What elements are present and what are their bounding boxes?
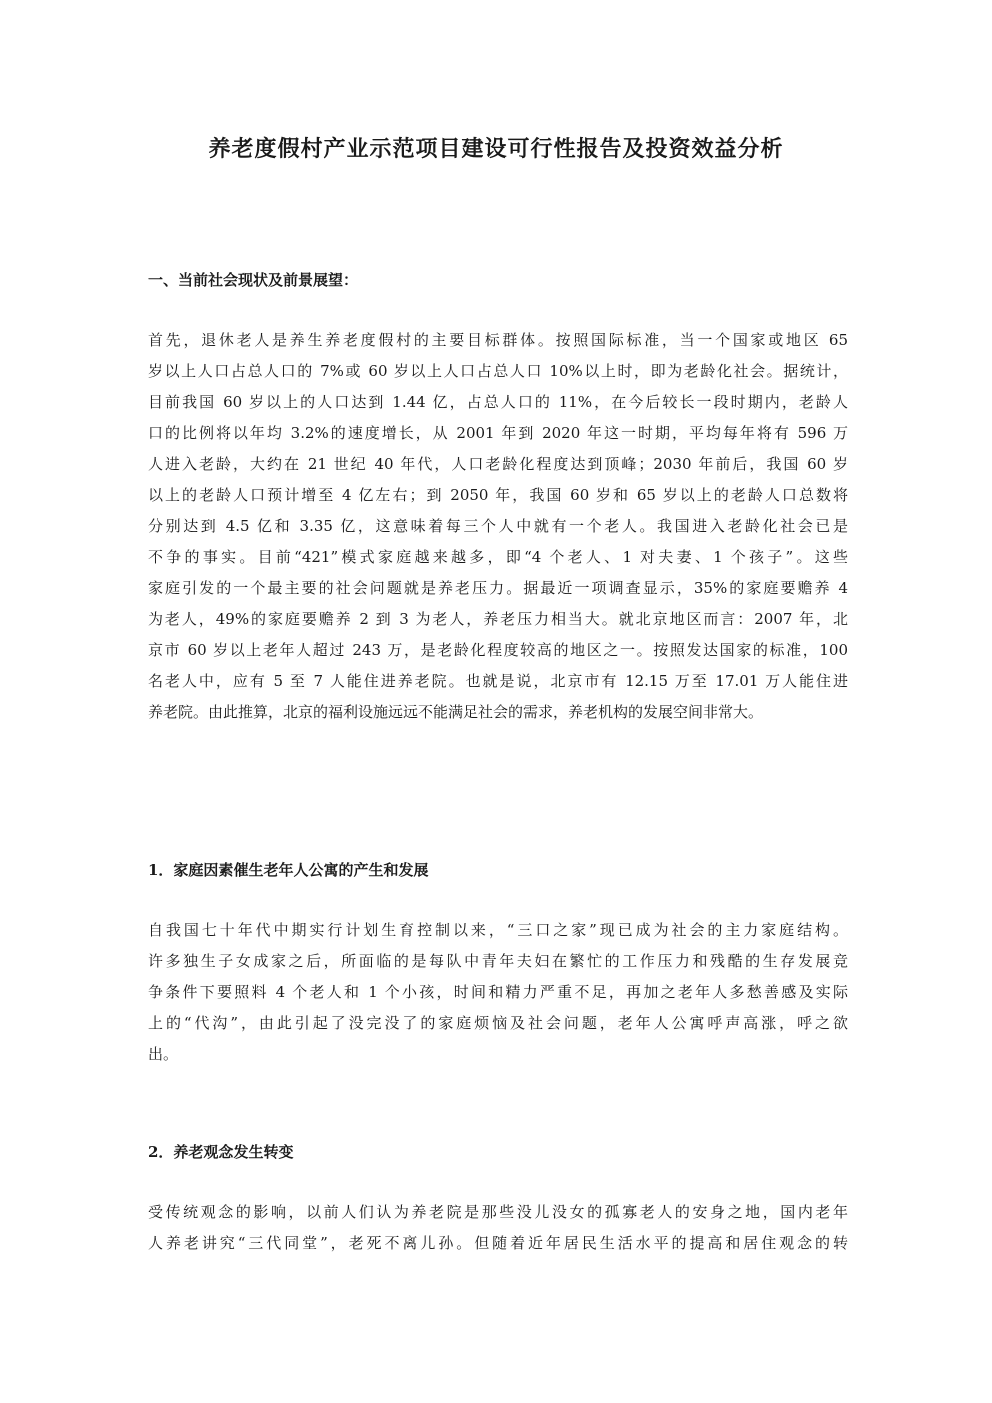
sub1-paragraph	[148, 915, 848, 1070]
text-line: 分别达到 4.5 亿和 3.35 亿，这意味着每三个人中就有一个老人。我国进入老龄化社会已是	[148, 517, 848, 535]
text-line: 目前我国 60 岁以上的人口达到 1.44 亿，占总人口的 11%，在今后较长一段时期内，老龄人	[148, 393, 848, 411]
text-line: 养老院。由此推算，北京的福利设施远远不能满足社会的需求，养老机构的发展空间非常大。	[148, 703, 764, 721]
text-line: 为老人，49%的家庭要赡养 2 到 3 为老人，养老压力相当大。就北京地区而言：2007 年，北	[148, 610, 848, 628]
text-line: 受传统观念的影响，以前人们认为养老院是那些没儿没女的孤寡老人的安身之地，国内老年	[148, 1203, 848, 1221]
text-line: 出。	[148, 1045, 179, 1063]
text-line: 名老人中，应有 5 至 7 人能住进养老院。也就是说，北京市有 12.15 万至 17.01 万人能住进	[148, 672, 848, 690]
text-line: 上的“代沟”，由此引起了没完没了的家庭烦恼及社会问题，老年人公寓呼声高涨，呼之欲	[148, 1014, 848, 1032]
subsection-heading-2: 2．养老观念发生转变	[148, 1143, 294, 1161]
text-line: 许多独生子女成家之后，所面临的是每队中青年夫妇在繁忙的工作压力和残酷的生存发展竞	[148, 952, 848, 970]
subsection-heading-1: 1．家庭因素催生老年人公寓的产生和发展	[148, 861, 429, 879]
section-heading-1: 一、当前社会现状及前景展望：	[148, 271, 359, 289]
section1-paragraph	[148, 325, 848, 728]
text-line: 岁以上人口占总人口的 7%或 60 岁以上人口占总人口 10%以上时，即为老龄化社会。据统计，	[148, 362, 848, 380]
text-line: 争条件下要照料 4 个老人和 1 个小孩，时间和精力严重不足，再加之老年人多愁善感及实际	[148, 983, 848, 1001]
text-line: 口的比例将以年均 3.2%的速度增长，从 2001 年到 2020 年这一时期，平均每年将有 596 万	[148, 424, 848, 442]
text-line: 以上的老龄人口预计增至 4 亿左右；到 2050 年，我国 60 岁和 65 岁以上的老龄人口总数将	[148, 486, 848, 504]
text-line: 人进入老龄，大约在 21 世纪 40 年代，人口老龄化程度达到顶峰；2030 年前后，我国 60 岁	[148, 455, 848, 473]
text-line: 京市 60 岁以上老年人超过 243 万，是老龄化程度较高的地区之一。按照发达国家的标准，100	[148, 641, 848, 659]
text-line: 家庭引发的一个最主要的社会问题就是养老压力。据最近一项调查显示，35%的家庭要赡养 4	[148, 579, 848, 597]
text-line: 人养老讲究“三代同堂”，老死不离儿孙。但随着近年居民生活水平的提高和居住观念的转	[148, 1234, 848, 1252]
sub2-paragraph	[148, 1197, 848, 1259]
text-line: 不争的事实。目前“421”模式家庭越来越多，即“4 个老人、1 对夫妻、1 个孩子”。这些	[148, 548, 848, 566]
text-line: 自我国七十年代中期实行计划生育控制以来，“三口之家”现已成为社会的主力家庭结构。	[148, 921, 848, 939]
text-line: 首先，退休老人是养生养老度假村的主要目标群体。按照国际标准，当一个国家或地区 65	[148, 331, 848, 349]
document-title: 养老度假村产业示范项目建设可行性报告及投资效益分析	[208, 136, 784, 162]
